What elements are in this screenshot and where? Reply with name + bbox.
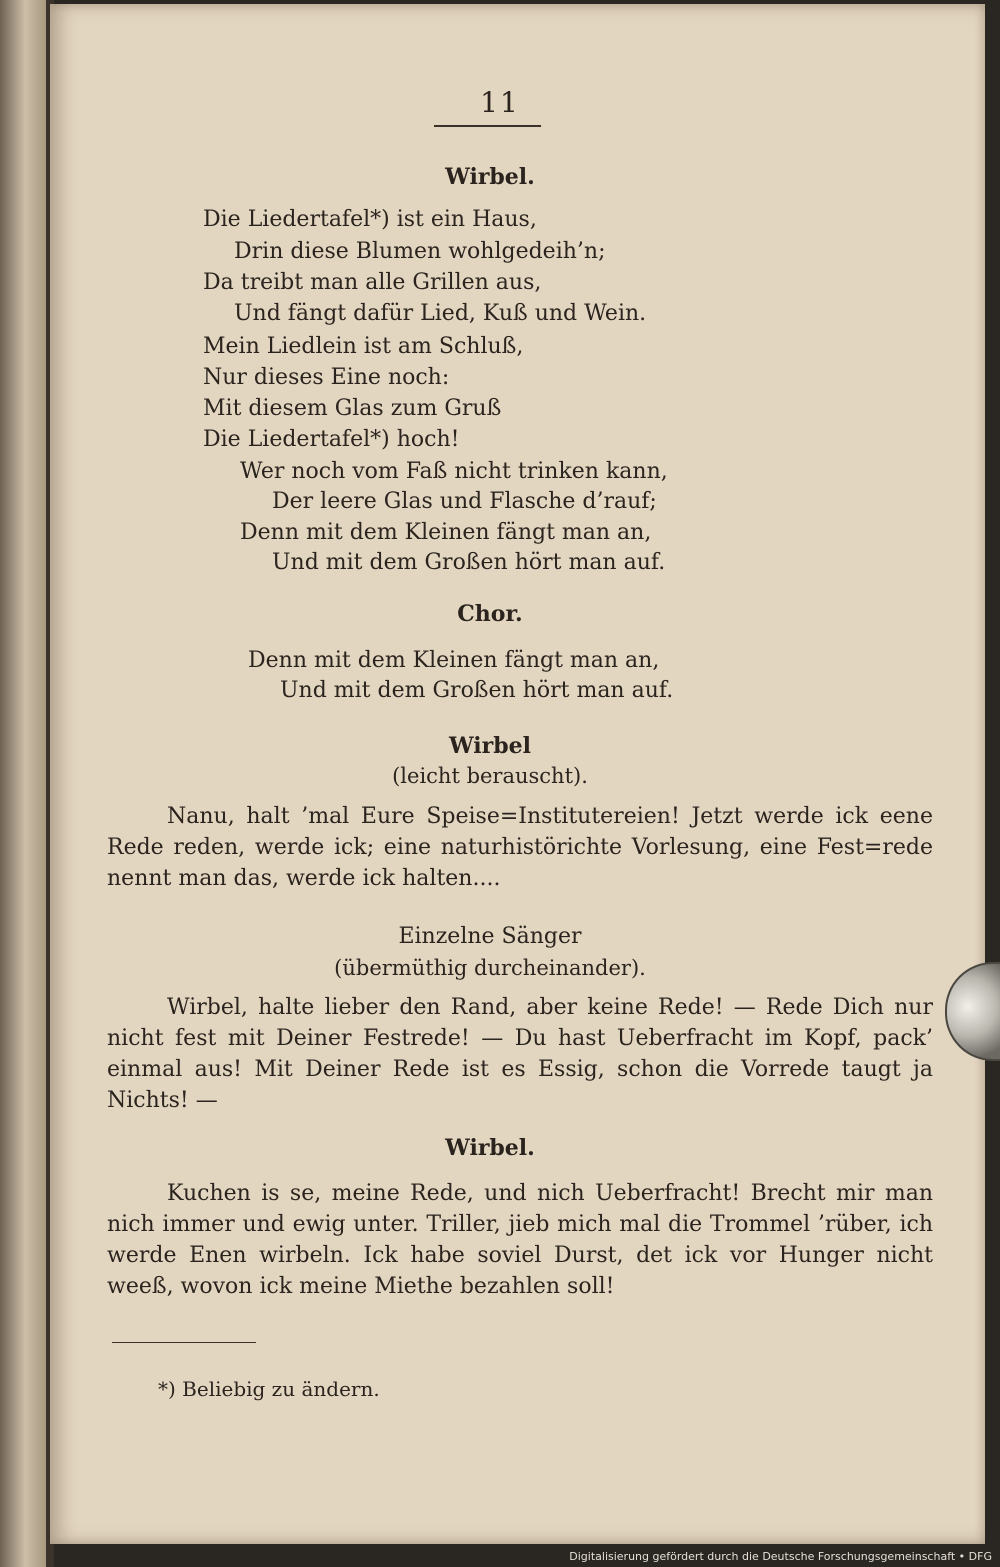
verse-line: Denn mit dem Kleinen fängt man an, xyxy=(248,648,660,673)
speaker-heading-wirbel: Wirbel. xyxy=(445,1135,535,1161)
verse-line: Drin diese Blumen wohlgedeih’n; xyxy=(234,239,606,264)
speaker-heading-chor: Chor. xyxy=(457,601,523,627)
facing-page-edge xyxy=(0,0,46,1567)
dialogue-paragraph: Nanu, halt ’mal Eure Speise=Institutereien! Jetzt werde ick eene Rede reden, werde ick; eine naturhistörichte Vorlesung, eine Fest=rede nennt man das, werde ick halten.... xyxy=(107,804,933,891)
verse-line: Und mit dem Großen hört man auf. xyxy=(272,550,666,575)
speaker-heading-saenger: Einzelne Sänger xyxy=(398,924,582,949)
footnote: *) Beliebig zu ändern. xyxy=(158,1377,380,1401)
verse-line: Mit diesem Glas zum Gruß xyxy=(203,396,502,421)
page-number-rule xyxy=(434,125,541,127)
verse-line: Nur dieses Eine noch: xyxy=(203,365,450,390)
verse-line: Der leere Glas und Flasche d’rauf; xyxy=(272,489,657,514)
book-page xyxy=(50,4,985,1544)
dialogue-paragraph: Kuchen is se, meine Rede, und nich Ueberfracht! Brecht mir man nich immer und ewig unter. Triller, jieb mich mal die Trommel ’rüber, ich werde Enen wirbeln. Ick habe soviel Durst, det ick vor Hunger nicht weeß, wovon ick meine Miethe bezahlen soll! xyxy=(107,1181,933,1299)
stage-direction: (leicht berauscht). xyxy=(392,764,588,788)
speaker-heading-wirbel: Wirbel xyxy=(448,733,531,759)
page-number: 11 xyxy=(480,86,520,119)
verse-line: Denn mit dem Kleinen fängt man an, xyxy=(240,520,652,545)
verse-line: Die Liedertafel*) ist ein Haus, xyxy=(203,207,537,232)
dialogue-paragraph: Wirbel, halte lieber den Rand, aber keine Rede! — Rede Dich nur nicht fest mit Deiner Festrede! — Du hast Ueberfracht im Kopf, pack’ einmal aus! Mit Deiner Rede ist es Essig, schon die Vorrede taugt ja Nichts! — xyxy=(107,995,933,1113)
verse-line: Und mit dem Großen hört man auf. xyxy=(280,678,674,703)
stage-direction: (übermüthig durcheinander). xyxy=(334,956,646,980)
verse-line: Wer noch vom Faß nicht trinken kann, xyxy=(240,459,668,484)
verse-line: Die Liedertafel*) hoch! xyxy=(203,427,460,452)
verse-line: Mein Liedlein ist am Schluß, xyxy=(203,334,524,359)
digitization-credit: Digitalisierung gefördert durch die Deutsche Forschungsgemeinschaft • DFG xyxy=(569,1550,992,1563)
footnote-rule xyxy=(112,1342,256,1343)
verse-line: Da treibt man alle Grillen aus, xyxy=(203,270,542,295)
page-text xyxy=(50,4,985,1544)
verse-line: Und fängt dafür Lied, Kuß und Wein. xyxy=(234,301,647,326)
speaker-heading-wirbel: Wirbel. xyxy=(445,164,535,190)
